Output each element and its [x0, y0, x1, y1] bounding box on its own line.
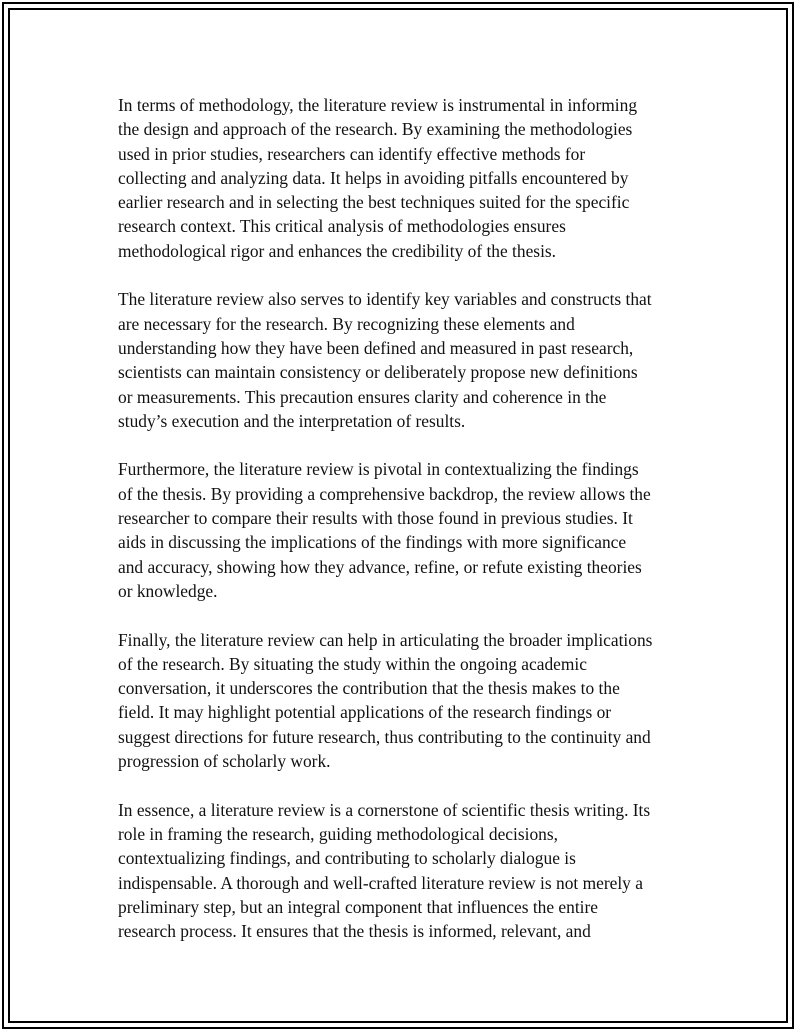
- text-line: research context. This critical analysis of methodologies ensures: [118, 216, 566, 237]
- text-line: Finally, the literature review can help in articulating the broader implications: [118, 629, 653, 650]
- text-line: Furthermore, the literature review is pivotal in contextualizing the findings: [118, 459, 639, 480]
- text-line: aids in discussing the implications of the findings with more significance: [118, 532, 627, 553]
- text-line: or knowledge.: [118, 580, 218, 601]
- text-line: or measurements. This precaution ensures clarity and coherence in the: [118, 386, 607, 407]
- text-line: collecting and analyzing data. It helps in avoiding pitfalls encountered by: [118, 167, 629, 188]
- text-line: of the thesis. By providing a comprehensive backdrop, the review allows the: [118, 483, 651, 504]
- text-line: field. It may highlight potential applications of the research findings or: [118, 702, 612, 723]
- text-line: preliminary step, but an integral component that influences the entire: [118, 896, 599, 917]
- text-line: scientists can maintain consistency or deliberately propose new definitions: [118, 362, 638, 383]
- text-line: role in framing the research, guiding methodological decisions,: [118, 823, 558, 844]
- document-body: [118, 93, 688, 943]
- text-line: contextualizing findings, and contributing to scholarly dialogue is: [118, 848, 576, 869]
- text-line: suggest directions for future research, thus contributing to the continuity and: [118, 726, 651, 747]
- text-line: earlier research and in selecting the best techniques suited for the specific: [118, 192, 630, 213]
- paragraph-findings: [118, 457, 688, 603]
- text-line: researcher to compare their results with those found in previous studies. It: [118, 508, 633, 529]
- text-line: the design and approach of the research. By examining the methodologies: [118, 119, 633, 140]
- paragraph-methodology: [118, 93, 688, 263]
- paragraph-conclusion: [118, 798, 688, 944]
- text-line: indispensable. A thorough and well-crafted literature review is not merely a: [118, 872, 643, 893]
- text-line: conversation, it underscores the contribution that the thesis makes to the: [118, 678, 620, 699]
- text-line: progression of scholarly work.: [118, 751, 331, 772]
- text-line: of the research. By situating the study within the ongoing academic: [118, 653, 587, 674]
- text-line: In essence, a literature review is a cornerstone of scientific thesis writing. Its: [118, 799, 651, 820]
- text-line: understanding how they have been defined and measured in past research,: [118, 337, 634, 358]
- text-line: used in prior studies, researchers can identify effective methods for: [118, 143, 586, 164]
- text-line: and accuracy, showing how they advance, refine, or refute existing theories: [118, 556, 642, 577]
- text-line: study’s execution and the interpretation of results.: [118, 410, 466, 431]
- text-line: The literature review also serves to identify key variables and constructs that: [118, 289, 652, 310]
- text-line: methodological rigor and enhances the credibility of the thesis.: [118, 240, 557, 261]
- paragraph-implications: [118, 628, 688, 774]
- paragraph-variables: [118, 287, 688, 433]
- text-line: are necessary for the research. By recognizing these elements and: [118, 313, 575, 334]
- text-line: In terms of methodology, the literature review is instrumental in informing: [118, 95, 638, 115]
- text-line: research process. It ensures that the thesis is informed, relevant, and: [118, 921, 591, 942]
